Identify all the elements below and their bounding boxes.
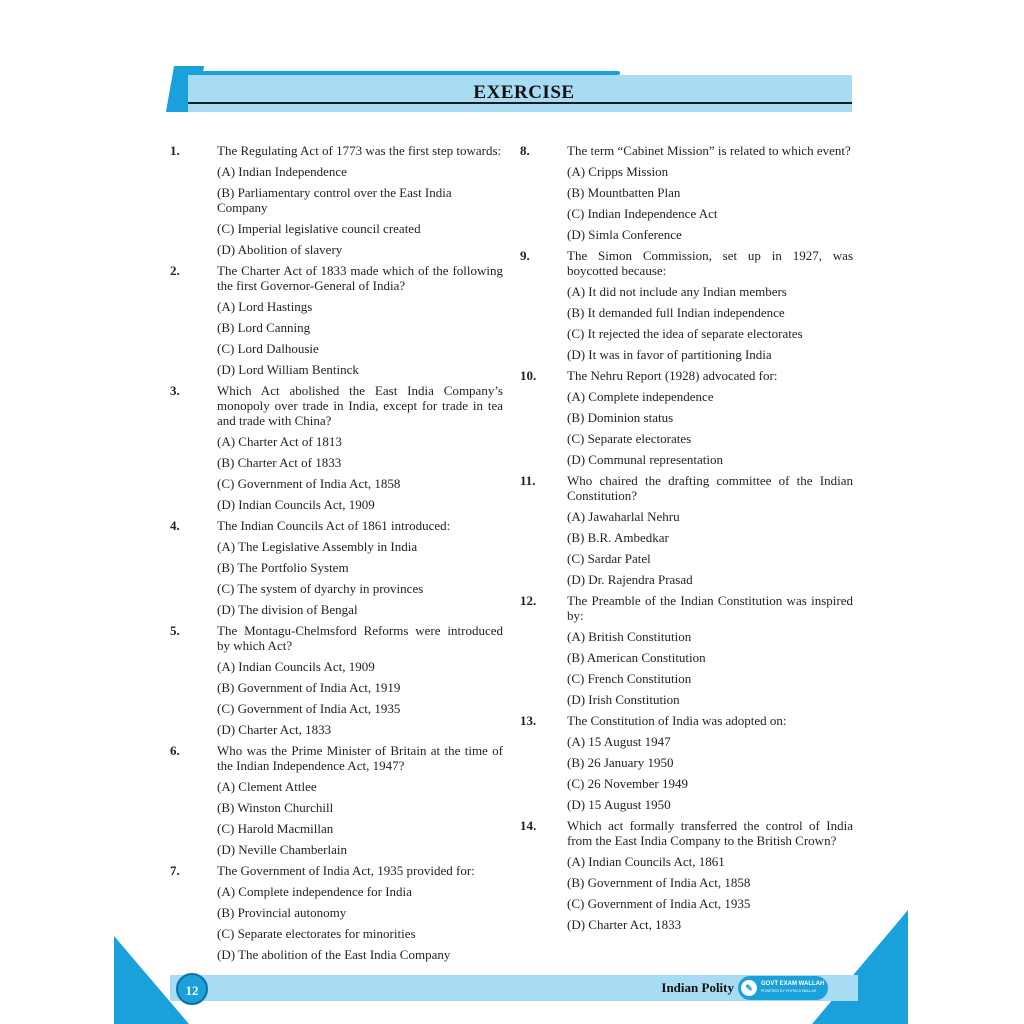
option-d: (D) The abolition of the East India Company — [217, 947, 451, 962]
question-text: The Regulating Act of 1773 was the first step towards: — [217, 143, 502, 158]
option-b: (B) 26 January 1950 — [567, 755, 674, 770]
option-a: (A) Clement Attlee — [217, 779, 317, 794]
question-10 — [520, 368, 853, 467]
question-14 — [520, 818, 853, 932]
question-text: Who chaired the drafting committee of the Indian Constitution? — [567, 473, 853, 503]
question-3 — [170, 383, 503, 512]
option-b: (B) Dominion status — [567, 410, 674, 425]
question-7 — [170, 863, 503, 962]
option-d: (D) 15 August 1950 — [567, 797, 671, 812]
question-text: The Montagu-Chelmsford Reforms were introduced by which Act? — [217, 623, 503, 653]
logo-subtext: POWERED BY PHYSICS WALLAH — [761, 989, 817, 993]
option-b: (B) Lord Canning — [217, 320, 311, 335]
question-number: 9. — [520, 248, 530, 263]
question-number: 10. — [520, 368, 537, 383]
question-4 — [170, 518, 503, 617]
option-b: (B) Provincial autonomy — [217, 905, 347, 920]
option-a: (A) Complete independence for India — [217, 884, 412, 899]
option-c: (C) Sardar Patel — [567, 551, 651, 566]
question-number: 5. — [170, 623, 180, 638]
option-b: (B) Charter Act of 1833 — [217, 455, 342, 470]
footer-corner-right — [812, 910, 908, 1024]
question-number: 2. — [170, 263, 180, 278]
option-a: (A) The Legislative Assembly in India — [217, 539, 418, 554]
option-d: (D) Simla Conference — [567, 227, 682, 242]
option-b: (B) Government of India Act, 1858 — [567, 875, 751, 890]
question-number: 8. — [520, 143, 530, 158]
option-b: (B) Mountbatten Plan — [567, 185, 681, 200]
question-number: 4. — [170, 518, 180, 533]
question-13 — [520, 713, 853, 812]
logo-text: GOVT EXAM WALLAH — [761, 981, 825, 987]
question-5 — [170, 623, 503, 737]
option-a: (A) Indian Councils Act, 1861 — [567, 854, 725, 869]
option-c: (C) Imperial legislative council created — [217, 221, 421, 236]
question-8 — [520, 143, 853, 242]
question-text: The Nehru Report (1928) advocated for: — [567, 368, 778, 383]
question-text: The Government of India Act, 1935 provided for: — [217, 863, 475, 878]
option-c: (C) 26 November 1949 — [567, 776, 688, 791]
question-text: Which act formally transferred the control of India from the East India Company to the British Crown? — [567, 818, 853, 848]
option-a: (A) Indian Independence — [217, 164, 347, 179]
option-b: (B) Government of India Act, 1919 — [217, 680, 401, 695]
question-text: The term “Cabinet Mission” is related to which event? — [567, 143, 851, 158]
option-d: (D) Communal representation — [567, 452, 723, 467]
option-d: (D) Neville Chamberlain — [217, 842, 347, 857]
option-d: (D) Dr. Rajendra Prasad — [567, 572, 693, 587]
option-d: (D) Abolition of slavery — [217, 242, 343, 257]
option-d: (D) Irish Constitution — [567, 692, 680, 707]
page-title: EXERCISE — [473, 82, 575, 103]
questions-column-left — [170, 143, 503, 962]
option-b: (B) Winston Churchill — [217, 800, 334, 815]
question-1 — [170, 143, 503, 257]
option-d: (D) It was in favor of partitioning India — [567, 347, 772, 362]
option-b: (B) B.R. Ambedkar — [567, 530, 669, 545]
question-11 — [520, 473, 853, 587]
question-number: 6. — [170, 743, 180, 758]
option-d: (D) Lord William Bentinck — [217, 362, 359, 377]
question-text: Who was the Prime Minister of Britain at the time of the Indian Independence Act, 1947? — [217, 743, 503, 773]
question-text: The Indian Councils Act of 1861 introduced: — [217, 518, 451, 533]
logo-icon: ✎ — [741, 980, 757, 996]
option-a: (A) It did not include any Indian members — [567, 284, 787, 299]
option-d: (D) Charter Act, 1833 — [217, 722, 332, 737]
option-c: (C) French Constitution — [567, 671, 692, 686]
question-number: 14. — [520, 818, 537, 833]
question-number: 12. — [520, 593, 537, 608]
option-b: (B) American Constitution — [567, 650, 706, 665]
option-c: (C) Government of India Act, 1935 — [567, 896, 751, 911]
book-title: Indian Polity — [661, 980, 734, 995]
question-number: 11. — [520, 473, 536, 488]
option-d: (D) Charter Act, 1833 — [567, 917, 682, 932]
option-c: (C) Indian Independence Act — [567, 206, 718, 221]
publisher-logo — [738, 976, 828, 1000]
option-c: (C) Lord Dalhousie — [217, 341, 319, 356]
logo-text-block — [761, 981, 824, 995]
question-text: The Constitution of India was adopted on: — [567, 713, 787, 728]
question-number: 7. — [170, 863, 180, 878]
question-number: 3. — [170, 383, 180, 398]
option-a: (A) Indian Councils Act, 1909 — [217, 659, 375, 674]
question-text: The Preamble of the Indian Constitution was inspired by: — [567, 593, 853, 623]
option-a: (A) Lord Hastings — [217, 299, 313, 314]
option-a: (A) Cripps Mission — [567, 164, 669, 179]
questions-column-right — [520, 143, 853, 932]
option-d: (D) The division of Bengal — [217, 602, 358, 617]
question-number: 13. — [520, 713, 537, 728]
option-a: (A) 15 August 1947 — [567, 734, 671, 749]
question-text: Which Act abolished the East India Company’s monopoly over trade in India, except for trade in tea and trade with China? — [217, 383, 503, 428]
option-c: (C) Government of India Act, 1858 — [217, 476, 401, 491]
option-a: (A) Charter Act of 1813 — [217, 434, 342, 449]
option-c: (C) Harold Macmillan — [217, 821, 334, 836]
option-a: (A) Jawaharlal Nehru — [567, 509, 680, 524]
question-12 — [520, 593, 853, 707]
option-a: (A) British Constitution — [567, 629, 692, 644]
option-c: (C) Separate electorates — [567, 431, 692, 446]
question-6 — [170, 743, 503, 857]
option-a: (A) Complete independence — [567, 389, 714, 404]
option-c: (C) Government of India Act, 1935 — [217, 701, 401, 716]
option-c: (C) Separate electorates for minorities — [217, 926, 416, 941]
option-b: (B) The Portfolio System — [217, 560, 349, 575]
page-number: 12 — [176, 973, 208, 1005]
option-c: (C) The system of dyarchy in provinces — [217, 581, 424, 596]
option-b: (B) Parliamentary control over the East India Company — [217, 185, 452, 215]
question-text: The Charter Act of 1833 made which of the following the first Governor-General of India? — [217, 263, 503, 293]
question-2 — [170, 263, 503, 377]
question-number: 1. — [170, 143, 180, 158]
option-c: (C) It rejected the idea of separate electorates — [567, 326, 803, 341]
question-text: The Simon Commission, set up in 1927, was boycotted because: — [567, 248, 853, 278]
option-d: (D) Indian Councils Act, 1909 — [217, 497, 375, 512]
option-b: (B) It demanded full Indian independence — [567, 305, 785, 320]
question-9 — [520, 248, 853, 362]
